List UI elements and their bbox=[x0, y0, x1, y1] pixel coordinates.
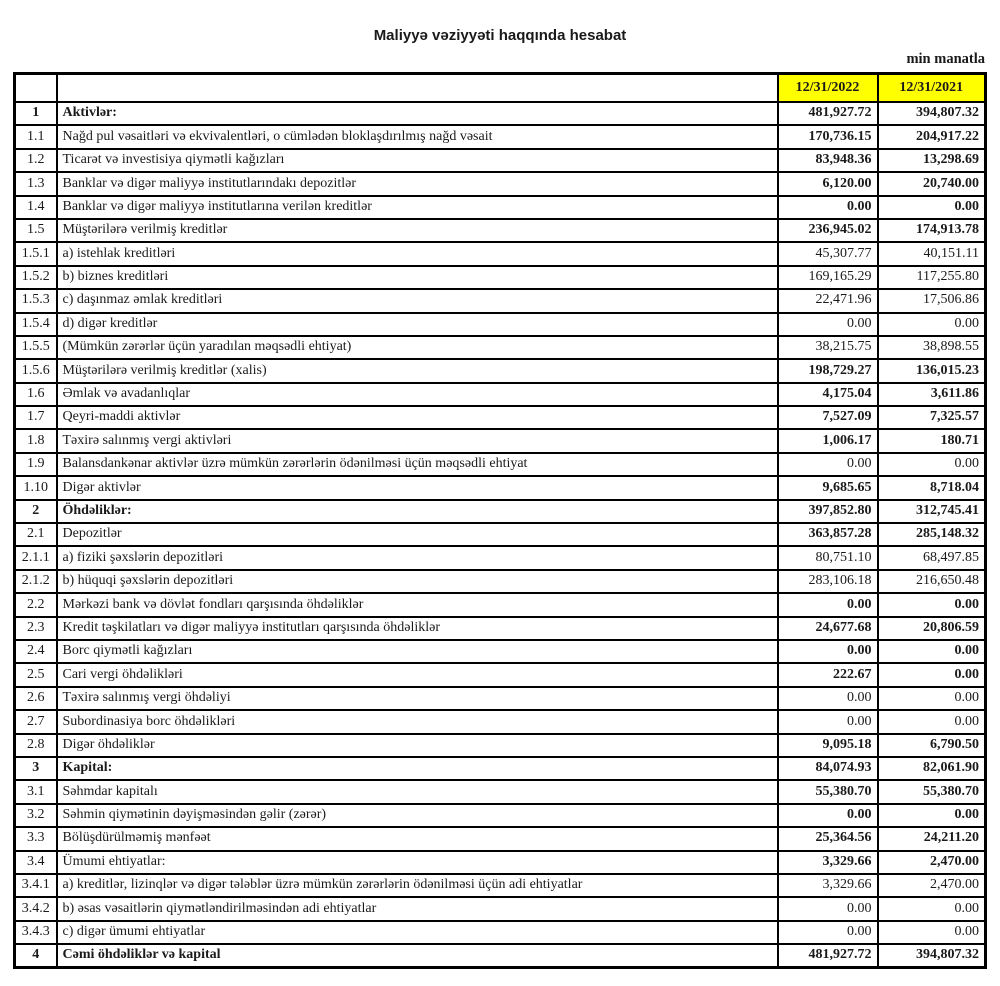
row-number-cell: 2.2 bbox=[15, 593, 57, 616]
row-label-cell: Müştərilərə verilmiş kreditlər (xalis) bbox=[57, 359, 778, 382]
header-number-cell bbox=[15, 74, 57, 103]
value-2022-cell: 0.00 bbox=[778, 921, 878, 944]
row-label-cell: b) biznes kreditləri bbox=[57, 266, 778, 289]
value-2021-cell: 0.00 bbox=[878, 453, 986, 476]
table-row bbox=[15, 242, 986, 265]
table-row bbox=[15, 570, 986, 593]
table-row bbox=[15, 266, 986, 289]
value-2021-cell: 2,470.00 bbox=[878, 851, 986, 874]
value-2021-cell: 20,806.59 bbox=[878, 617, 986, 640]
value-2021-cell: 82,061.90 bbox=[878, 757, 986, 780]
row-number-cell: 1.8 bbox=[15, 429, 57, 452]
table-row bbox=[15, 757, 986, 780]
value-2022-cell: 25,364.56 bbox=[778, 827, 878, 850]
row-number-cell: 1.3 bbox=[15, 172, 57, 195]
row-label-cell: b) əsas vəsaitlərin qiymətləndirilməsindən adi ehtiyatlar bbox=[57, 897, 778, 920]
value-2022-cell: 0.00 bbox=[778, 640, 878, 663]
table-row bbox=[15, 734, 986, 757]
row-number-cell: 1.5.2 bbox=[15, 266, 57, 289]
table-row bbox=[15, 359, 986, 382]
value-2021-cell: 68,497.85 bbox=[878, 546, 986, 569]
value-2022-cell: 45,307.77 bbox=[778, 242, 878, 265]
row-number-cell: 1.2 bbox=[15, 149, 57, 172]
value-2022-cell: 198,729.27 bbox=[778, 359, 878, 382]
row-label-cell: Bölüşdürülməmiş mənfəət bbox=[57, 827, 778, 850]
value-2022-cell: 0.00 bbox=[778, 196, 878, 219]
value-2022-cell: 22,471.96 bbox=[778, 289, 878, 312]
row-label-cell: (Mümkün zərərlər üçün yaradılan məqsədli ehtiyat) bbox=[57, 336, 778, 359]
row-number-cell: 1.6 bbox=[15, 383, 57, 406]
table-row bbox=[15, 593, 986, 616]
table-row bbox=[15, 429, 986, 452]
row-number-cell: 1.5.5 bbox=[15, 336, 57, 359]
row-number-cell: 1 bbox=[15, 102, 57, 125]
value-2022-cell: 222.67 bbox=[778, 663, 878, 686]
value-2022-cell: 9,685.65 bbox=[778, 476, 878, 499]
value-2022-cell: 0.00 bbox=[778, 453, 878, 476]
value-2022-cell: 3,329.66 bbox=[778, 874, 878, 897]
row-number-cell: 1.5.6 bbox=[15, 359, 57, 382]
value-2021-cell: 0.00 bbox=[878, 313, 986, 336]
table-row bbox=[15, 640, 986, 663]
row-number-cell: 2.7 bbox=[15, 710, 57, 733]
table-row bbox=[15, 710, 986, 733]
row-number-cell: 1.5.1 bbox=[15, 242, 57, 265]
page-title: Maliyyə vəziyyəti haqqında hesabat bbox=[373, 27, 627, 44]
value-2021-cell: 6,790.50 bbox=[878, 734, 986, 757]
value-2021-cell: 394,807.32 bbox=[878, 944, 986, 968]
row-label-cell: Ticarət və investisiya qiymətli kağızları bbox=[57, 149, 778, 172]
row-label-cell: Depozitlər bbox=[57, 523, 778, 546]
row-label-cell: Subordinasiya borc öhdəlikləri bbox=[57, 710, 778, 733]
value-2022-cell: 170,736.15 bbox=[778, 125, 878, 148]
value-2021-cell: 2,470.00 bbox=[878, 874, 986, 897]
row-label-cell: Banklar və digər maliyyə institutlarındakı depozitlər bbox=[57, 172, 778, 195]
value-2022-cell: 24,677.68 bbox=[778, 617, 878, 640]
value-2021-cell: 136,015.23 bbox=[878, 359, 986, 382]
row-number-cell: 3.3 bbox=[15, 827, 57, 850]
row-label-cell: Digər aktivlər bbox=[57, 476, 778, 499]
value-2021-cell: 8,718.04 bbox=[878, 476, 986, 499]
value-2021-cell: 204,917.22 bbox=[878, 125, 986, 148]
row-number-cell: 2.1 bbox=[15, 523, 57, 546]
value-2021-cell: 0.00 bbox=[878, 710, 986, 733]
row-number-cell: 1.7 bbox=[15, 406, 57, 429]
value-2021-cell: 0.00 bbox=[878, 196, 986, 219]
row-number-cell: 2.4 bbox=[15, 640, 57, 663]
table-row bbox=[15, 149, 986, 172]
row-label-cell: Təxirə salınmış vergi aktivləri bbox=[57, 429, 778, 452]
row-number-cell: 2.6 bbox=[15, 687, 57, 710]
table-row bbox=[15, 944, 986, 968]
row-number-cell: 1.10 bbox=[15, 476, 57, 499]
value-2021-cell: 312,745.41 bbox=[878, 500, 986, 523]
row-number-cell: 1.5.4 bbox=[15, 313, 57, 336]
value-2022-cell: 80,751.10 bbox=[778, 546, 878, 569]
row-label-cell: Səhmdar kapitalı bbox=[57, 780, 778, 803]
value-2021-cell: 0.00 bbox=[878, 640, 986, 663]
header-date-2022: 12/31/2022 bbox=[778, 74, 878, 103]
value-2022-cell: 4,175.04 bbox=[778, 383, 878, 406]
row-label-cell: Öhdəliklər: bbox=[57, 500, 778, 523]
row-label-cell: Nağd pul vəsaitləri və ekvivalentləri, o cümlədən bloklaşdırılmış nağd vəsait bbox=[57, 125, 778, 148]
table-row bbox=[15, 546, 986, 569]
row-label-cell: a) fiziki şəxslərin depozitləri bbox=[57, 546, 778, 569]
value-2022-cell: 0.00 bbox=[778, 593, 878, 616]
row-label-cell: Digər öhdəliklər bbox=[57, 734, 778, 757]
value-2022-cell: 0.00 bbox=[778, 897, 878, 920]
row-label-cell: Əmlak və avadanlıqlar bbox=[57, 383, 778, 406]
row-label-cell: a) kreditlər, lizinqlər və digər tələblər üzrə mümkün zərərlərin ödənilməsi üçün adi ehtiyatlar bbox=[57, 874, 778, 897]
value-2022-cell: 481,927.72 bbox=[778, 944, 878, 968]
row-number-cell: 4 bbox=[15, 944, 57, 968]
table-row bbox=[15, 289, 986, 312]
table-header bbox=[15, 74, 986, 103]
value-2022-cell: 481,927.72 bbox=[778, 102, 878, 125]
row-label-cell: Borc qiymətli kağızları bbox=[57, 640, 778, 663]
value-2021-cell: 7,325.57 bbox=[878, 406, 986, 429]
value-2022-cell: 84,074.93 bbox=[778, 757, 878, 780]
row-number-cell: 3.4.2 bbox=[15, 897, 57, 920]
value-2022-cell: 363,857.28 bbox=[778, 523, 878, 546]
value-2021-cell: 0.00 bbox=[878, 804, 986, 827]
row-number-cell: 2.5 bbox=[15, 663, 57, 686]
value-2022-cell: 0.00 bbox=[778, 804, 878, 827]
table-row bbox=[15, 172, 986, 195]
row-label-cell: Mərkəzi bank və dövlət fondları qarşısında öhdəliklər bbox=[57, 593, 778, 616]
row-number-cell: 3.1 bbox=[15, 780, 57, 803]
value-2022-cell: 0.00 bbox=[778, 313, 878, 336]
value-2022-cell: 3,329.66 bbox=[778, 851, 878, 874]
table-row bbox=[15, 102, 986, 125]
table-row bbox=[15, 663, 986, 686]
row-label-cell: Cari vergi öhdəlikləri bbox=[57, 663, 778, 686]
value-2021-cell: 0.00 bbox=[878, 593, 986, 616]
table-row bbox=[15, 827, 986, 850]
row-number-cell: 3.4.1 bbox=[15, 874, 57, 897]
row-label-cell: Səhmin qiymətinin dəyişməsindən gəlir (zərər) bbox=[57, 804, 778, 827]
value-2022-cell: 38,215.75 bbox=[778, 336, 878, 359]
row-number-cell: 3.4 bbox=[15, 851, 57, 874]
row-label-cell: b) hüquqi şəxslərin depozitləri bbox=[57, 570, 778, 593]
value-2021-cell: 0.00 bbox=[878, 897, 986, 920]
unit-label: min manatla bbox=[906, 51, 985, 67]
header-date-2021: 12/31/2021 bbox=[878, 74, 986, 103]
row-label-cell: Banklar və digər maliyyə institutlarına verilən kreditlər bbox=[57, 196, 778, 219]
table-header-row bbox=[15, 74, 986, 103]
value-2021-cell: 20,740.00 bbox=[878, 172, 986, 195]
row-label-cell: Cəmi öhdəliklər və kapital bbox=[57, 944, 778, 968]
row-number-cell: 1.4 bbox=[15, 196, 57, 219]
table-row bbox=[15, 617, 986, 640]
value-2022-cell: 9,095.18 bbox=[778, 734, 878, 757]
value-2021-cell: 285,148.32 bbox=[878, 523, 986, 546]
row-label-cell: Balansdankənar aktivlər üzrə mümkün zərərlərin ödənilməsi üçün məqsədli ehtiyat bbox=[57, 453, 778, 476]
value-2021-cell: 40,151.11 bbox=[878, 242, 986, 265]
value-2022-cell: 0.00 bbox=[778, 687, 878, 710]
table-row bbox=[15, 851, 986, 874]
row-label-cell: Aktivlər: bbox=[57, 102, 778, 125]
value-2022-cell: 1,006.17 bbox=[778, 429, 878, 452]
row-number-cell: 3.4.3 bbox=[15, 921, 57, 944]
value-2021-cell: 38,898.55 bbox=[878, 336, 986, 359]
value-2022-cell: 169,165.29 bbox=[778, 266, 878, 289]
value-2022-cell: 397,852.80 bbox=[778, 500, 878, 523]
row-number-cell: 1.1 bbox=[15, 125, 57, 148]
row-number-cell: 1.5.3 bbox=[15, 289, 57, 312]
value-2022-cell: 6,120.00 bbox=[778, 172, 878, 195]
value-2022-cell: 7,527.09 bbox=[778, 406, 878, 429]
value-2021-cell: 174,913.78 bbox=[878, 219, 986, 242]
table-row bbox=[15, 406, 986, 429]
table-row bbox=[15, 523, 986, 546]
value-2021-cell: 0.00 bbox=[878, 921, 986, 944]
value-2021-cell: 0.00 bbox=[878, 687, 986, 710]
value-2022-cell: 55,380.70 bbox=[778, 780, 878, 803]
table-row bbox=[15, 780, 986, 803]
row-label-cell: c) daşınmaz əmlak kreditləri bbox=[57, 289, 778, 312]
row-label-cell: Kapital: bbox=[57, 757, 778, 780]
value-2021-cell: 55,380.70 bbox=[878, 780, 986, 803]
value-2021-cell: 17,506.86 bbox=[878, 289, 986, 312]
value-2021-cell: 13,298.69 bbox=[878, 149, 986, 172]
table-row bbox=[15, 125, 986, 148]
row-number-cell: 2.1.2 bbox=[15, 570, 57, 593]
table-row bbox=[15, 219, 986, 242]
table-row bbox=[15, 196, 986, 219]
value-2022-cell: 283,106.18 bbox=[778, 570, 878, 593]
value-2021-cell: 24,211.20 bbox=[878, 827, 986, 850]
table-row bbox=[15, 476, 986, 499]
financial-position-table bbox=[13, 72, 987, 969]
value-2021-cell: 3,611.86 bbox=[878, 383, 986, 406]
row-label-cell: Müştərilərə verilmiş kreditlər bbox=[57, 219, 778, 242]
table-row bbox=[15, 336, 986, 359]
value-2021-cell: 117,255.80 bbox=[878, 266, 986, 289]
table-row bbox=[15, 921, 986, 944]
value-2022-cell: 83,948.36 bbox=[778, 149, 878, 172]
row-label-cell: a) istehlak kreditləri bbox=[57, 242, 778, 265]
row-label-cell: d) digər kreditlər bbox=[57, 313, 778, 336]
row-label-cell: c) digər ümumi ehtiyatlar bbox=[57, 921, 778, 944]
table-row bbox=[15, 453, 986, 476]
row-label-cell: Ümumi ehtiyatlar: bbox=[57, 851, 778, 874]
row-number-cell: 1.9 bbox=[15, 453, 57, 476]
row-number-cell: 2 bbox=[15, 500, 57, 523]
table-row bbox=[15, 500, 986, 523]
table-body bbox=[15, 102, 986, 968]
row-number-cell: 3.2 bbox=[15, 804, 57, 827]
table-row bbox=[15, 383, 986, 406]
row-label-cell: Təxirə salınmış vergi öhdəliyi bbox=[57, 687, 778, 710]
header-label-cell bbox=[57, 74, 778, 103]
row-number-cell: 2.8 bbox=[15, 734, 57, 757]
row-number-cell: 3 bbox=[15, 757, 57, 780]
value-2022-cell: 236,945.02 bbox=[778, 219, 878, 242]
value-2022-cell: 0.00 bbox=[778, 710, 878, 733]
row-label-cell: Qeyri-maddi aktivlər bbox=[57, 406, 778, 429]
table-row bbox=[15, 874, 986, 897]
row-label-cell: Kredit təşkilatları və digər maliyyə institutları qarşısında öhdəliklər bbox=[57, 617, 778, 640]
value-2021-cell: 394,807.32 bbox=[878, 102, 986, 125]
table-row bbox=[15, 313, 986, 336]
row-number-cell: 2.1.1 bbox=[15, 546, 57, 569]
row-number-cell: 2.3 bbox=[15, 617, 57, 640]
value-2021-cell: 216,650.48 bbox=[878, 570, 986, 593]
value-2021-cell: 180.71 bbox=[878, 429, 986, 452]
table-row bbox=[15, 687, 986, 710]
value-2021-cell: 0.00 bbox=[878, 663, 986, 686]
row-number-cell: 1.5 bbox=[15, 219, 57, 242]
table-row bbox=[15, 804, 986, 827]
table-row bbox=[15, 897, 986, 920]
